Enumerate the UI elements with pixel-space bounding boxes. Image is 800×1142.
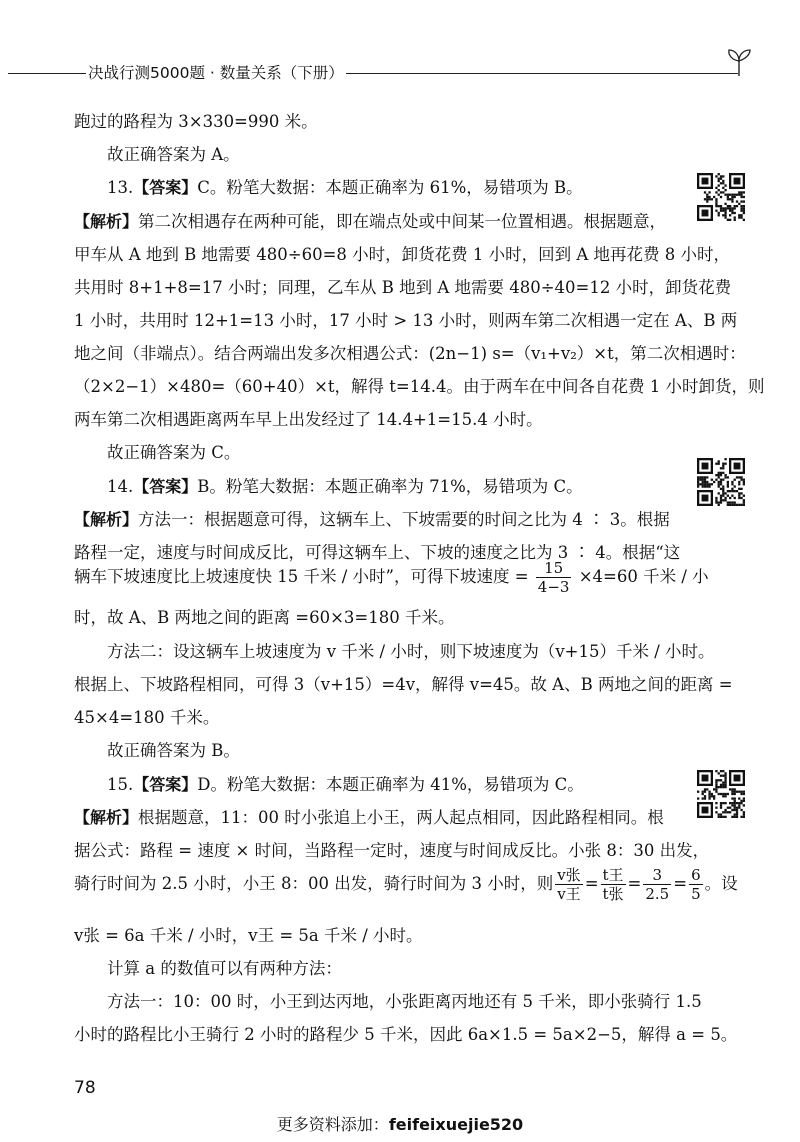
fraction: [689, 866, 703, 903]
fraction: [536, 559, 572, 596]
answer-text: B。粉笔大数据：本题正确率为 71%，易错项为 C。: [197, 477, 583, 496]
text-segment: 。设: [704, 874, 738, 893]
sprout-icon: [724, 46, 754, 78]
text-line: 路程一定，速度与时间成反比，可得这辆车上、下坡的速度之比为 3 ∶ 4。根据“这: [74, 543, 681, 562]
fraction-numerator: v张: [557, 866, 581, 884]
text-line: 跑过的路程为 3×330=990 米。: [74, 112, 318, 131]
fraction-numerator: t王: [602, 866, 624, 884]
fraction-numerator: 6: [691, 866, 701, 884]
answer-label: 【答案】: [133, 775, 198, 794]
fraction-denominator: 5: [691, 885, 701, 903]
analysis-line: [74, 508, 670, 532]
text-line: 小时的路程比小王骑行 2 小时的路程少 5 千米，因此 6a×1.5 = 5a×2−5，解得 a = 5。: [74, 1025, 738, 1044]
text-line: 1 小时，共用时 12+1=13 小时，17 小时 > 13 小时，则两车第二次相遇一定在 A、B 两: [74, 311, 738, 330]
analysis-label: 【解析】: [74, 212, 139, 231]
qr-code-icon[interactable]: [697, 173, 745, 221]
answer-line-13: [107, 176, 583, 200]
answer-text: C。粉笔大数据：本题正确率为 61%，易错项为 B。: [197, 178, 583, 197]
text-segment: ×4=60 千米 / 小: [578, 567, 709, 586]
text-line: 时，故 A、B 两地之间的距离 =60×3=180 千米。: [74, 608, 455, 627]
answer-line-14: [107, 475, 583, 499]
question-number: 14.: [107, 477, 134, 496]
text-line-with-fraction: [74, 559, 709, 596]
fraction-denominator: 4−3: [537, 578, 570, 596]
header-rule-left: [8, 73, 86, 74]
fraction-denominator: 2.5: [645, 885, 670, 903]
text-line: 故正确答案为 B。: [107, 741, 240, 760]
header-title: 决战行测5000题 · 数量关系（下册）: [88, 64, 344, 82]
qr-code-icon[interactable]: [697, 458, 745, 506]
fraction-numerator: 15: [536, 559, 572, 578]
text-segment: 骑行时间为 2.5 小时，小王 8：00 出发，骑行时间为 3 小时，则: [74, 874, 554, 893]
question-number: 15.: [107, 775, 134, 794]
text-line-with-fractions: 骑行时间为 2.5 小时，小王 8：00 出发，骑行时间为 3 小时，则 $\frac{\text{v张}}{\text{v王}}$ = $\frac{\text{t王}}{\text{t张}}$ = $\frac{3}{2.5}$ = $\frac{6}{5}$ 。设: [74, 866, 738, 903]
analysis-label: 【解析】: [74, 808, 139, 827]
header-rule-right: [308, 73, 738, 74]
footer-note: [0, 1112, 800, 1135]
qr-code-icon[interactable]: [697, 770, 745, 818]
fraction-denominator: t张: [602, 885, 624, 903]
analysis-text: 根据题意，11：00 时小张追上小王，两人起点相同，因此路程相同。根: [138, 808, 664, 827]
text-line: 甲车从 A 地到 B 地需要 480÷60=8 小时，卸货花费 1 小时，回到 A 地再花费 8 小时，: [74, 245, 731, 264]
text-line: 据公式：路程 = 速度 × 时间，当路程一定时，速度与时间成反比。小张 8：30 出发，: [74, 841, 710, 860]
analysis-label: 【解析】: [74, 510, 139, 529]
question-number: 13.: [107, 178, 134, 197]
text-line: （2×2−1）×480=（60+40）×t，解得 t=14.4。由于两车在中间各自花费 1 小时卸货，则: [74, 377, 765, 396]
analysis-line: [74, 210, 666, 234]
footer-id: feifeixuejie520: [388, 1115, 524, 1134]
footer-label: 更多资料添加：: [276, 1115, 389, 1134]
fraction: [601, 866, 626, 903]
text-line: v张 = 6a 千米 / 小时，v王 = 5a 千米 / 小时。: [74, 926, 423, 945]
fraction: [555, 866, 582, 903]
answer-label: 【答案】: [133, 178, 198, 197]
text-line: 计算 a 的数值可以有两种方法：: [107, 959, 342, 978]
page-number: 78: [74, 1078, 96, 1098]
fraction-numerator: 3: [643, 866, 671, 885]
text-line: 方法二：设这辆车上坡速度为 v 千米 / 小时，则下坡速度为（v+15）千米 / 小时。: [107, 642, 715, 661]
text-line: 故正确答案为 C。: [107, 443, 241, 462]
text-line: 共用时 8+1+8=17 小时；同理，乙车从 B 地到 A 地需要 480÷40=12 小时，卸货花费: [74, 278, 732, 297]
answer-text: D。粉笔大数据：本题正确率为 41%，易错项为 C。: [197, 775, 584, 794]
running-header: [8, 62, 738, 86]
text-line: 根据上、下坡路程相同，可得 3（v+15）=4v，解得 v=45。故 A、B 两地之间的距离 =: [74, 675, 733, 694]
text-line: 45×4=180 千米。: [74, 708, 220, 727]
fraction: [643, 866, 671, 903]
analysis-line: [74, 806, 664, 830]
text-line: 方法一：10：00 时，小王到达丙地，小张距离丙地还有 5 千米，即小张骑行 1.5: [107, 992, 702, 1011]
text-line: 地之间（非端点）。结合两端出发多次相遇公式：(2n−1) s=（v₁+v₂）×t，第二次相遇时：: [74, 344, 746, 363]
analysis-text: 第二次相遇存在两种可能，即在端点处或中间某一位置相遇。根据题意，: [138, 212, 667, 231]
text-line: 两车第二次相遇距离两车早上出发经过了 14.4+1=15.4 小时。: [74, 410, 543, 429]
text-line: 故正确答案为 A。: [107, 145, 240, 164]
fraction-denominator: v王: [557, 885, 581, 903]
text-segment: 辆车下坡速度比上坡速度快 15 千米 / 小时”，可得下坡速度 =: [74, 567, 529, 586]
answer-label: 【答案】: [133, 477, 198, 496]
answer-line-15: [107, 773, 584, 797]
analysis-text: 方法一：根据题意可得，这辆车上、下坡需要的时间之比为 4 ∶ 3。根据: [138, 510, 670, 529]
